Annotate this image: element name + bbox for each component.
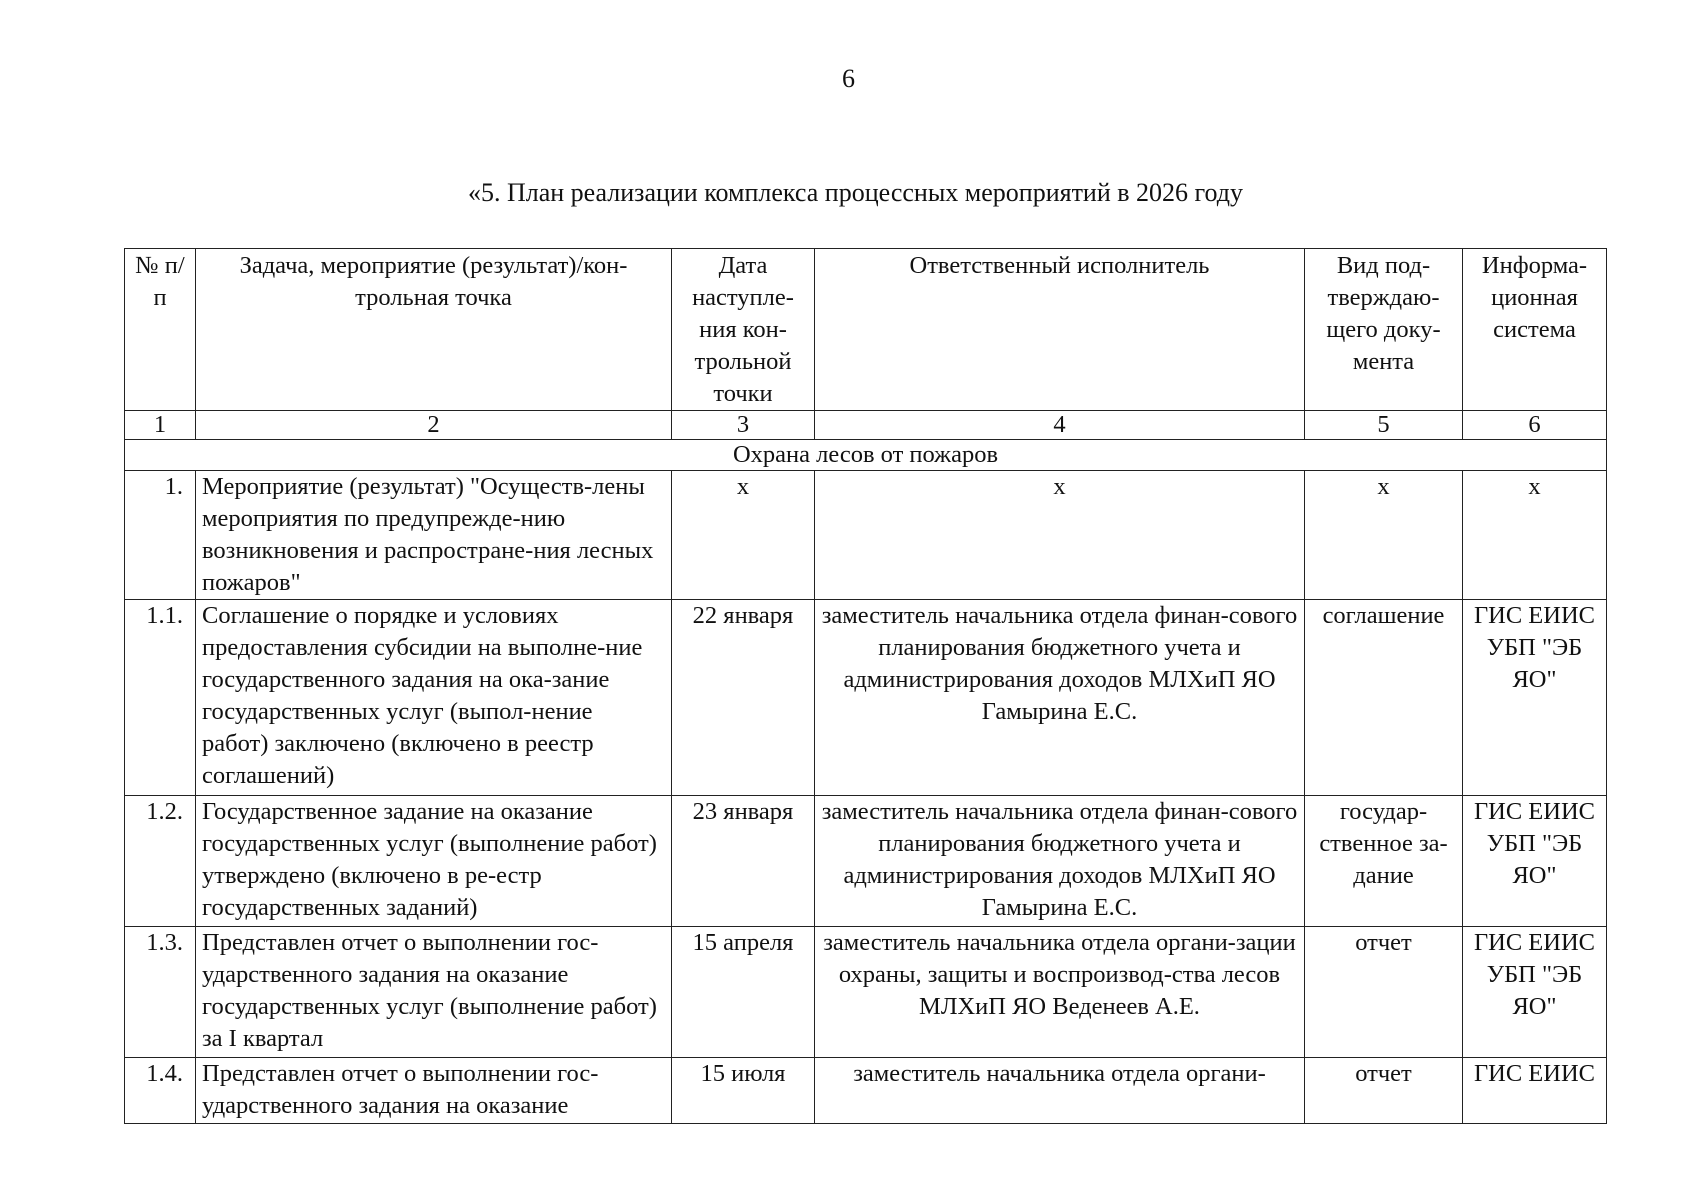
row-executor: заместитель начальника отдела финан-сового планирования бюджетного учета и администрирования доходов МЛХиП ЯО Гамырина Е.С. (815, 600, 1305, 796)
column-number: 1 (125, 411, 196, 440)
row-task: Мероприятие (результат) "Осуществ-лены мероприятия по предупрежде-нию возникновения и распростране-ния лесных пожаров" (196, 471, 672, 600)
row-document: государ-ственное за-дание (1305, 796, 1463, 927)
row-system: ГИС ЕИИС УБП "ЭБ ЯО" (1463, 927, 1607, 1058)
row-date: 22 января (672, 600, 815, 796)
row-executor: заместитель начальника отдела финан-сового планирования бюджетного учета и администрирования доходов МЛХиП ЯО Гамырина Е.С. (815, 796, 1305, 927)
row-system: ГИС ЕИИС УБП "ЭБ ЯО" (1463, 796, 1607, 927)
column-number-row (125, 411, 1607, 440)
row-task: Соглашение о порядке и условиях предоставления субсидии на выполне-ние государственного задания на ока-зание государственных услуг (выпол-нение работ) заключено (включено в реестр соглашений) (196, 600, 672, 796)
row-number: 1.4. (125, 1058, 196, 1124)
row-system: х (1463, 471, 1607, 600)
row-system: ГИС ЕИИС (1463, 1058, 1607, 1124)
row-date: 23 января (672, 796, 815, 927)
column-number: 5 (1305, 411, 1463, 440)
row-executor: х (815, 471, 1305, 600)
section-heading: Охрана лесов от пожаров (125, 440, 1607, 471)
table-row (125, 927, 1607, 1058)
column-number: 6 (1463, 411, 1607, 440)
row-document: соглашение (1305, 600, 1463, 796)
header-document: Вид под-тверждаю-щего доку-мента (1305, 249, 1463, 411)
row-document: отчет (1305, 1058, 1463, 1124)
row-number: 1.1. (125, 600, 196, 796)
row-task: Представлен отчет о выполнении гос-ударственного задания на оказание (196, 1058, 672, 1124)
header-date: Дата наступле-ния кон-трольной точки (672, 249, 815, 411)
row-task: Представлен отчет о выполнении гос-ударственного задания на оказание государственных услуг (выполнение работ) за I квартал (196, 927, 672, 1058)
page-number: 6 (842, 64, 855, 93)
row-date: 15 апреля (672, 927, 815, 1058)
table-header-row (125, 249, 1607, 411)
row-executor: заместитель начальника отдела органи- (815, 1058, 1305, 1124)
row-number: 1.3. (125, 927, 196, 1058)
document-title: «5. План реализации комплекса процессных мероприятий в 2026 году (467, 178, 1244, 207)
row-date: 15 июля (672, 1058, 815, 1124)
header-system: Информа-ционная система (1463, 249, 1607, 411)
section-row (125, 440, 1607, 471)
table-row (125, 1058, 1607, 1124)
plan-table (124, 248, 1607, 1124)
table-row (125, 796, 1607, 927)
row-system: ГИС ЕИИС УБП "ЭБ ЯО" (1463, 600, 1607, 796)
column-number: 3 (672, 411, 815, 440)
row-number: 1.2. (125, 796, 196, 927)
header-task: Задача, мероприятие (результат)/кон-трольная точка (196, 249, 672, 411)
table-row (125, 600, 1607, 796)
column-number: 4 (815, 411, 1305, 440)
row-task: Государственное задание на оказание государственных услуг (выполнение работ) утверждено (включено в ре-естр государственных заданий) (196, 796, 672, 927)
row-executor: заместитель начальника отдела органи-зации охраны, защиты и воспроизвод-ства лесов МЛХиП ЯО Веденеев А.Е. (815, 927, 1305, 1058)
row-document: х (1305, 471, 1463, 600)
header-number: № п/п (125, 249, 196, 411)
row-number: 1. (125, 471, 196, 600)
table-row (125, 471, 1607, 600)
row-date: х (672, 471, 815, 600)
column-number: 2 (196, 411, 672, 440)
header-executor: Ответственный исполнитель (815, 249, 1305, 411)
row-document: отчет (1305, 927, 1463, 1058)
